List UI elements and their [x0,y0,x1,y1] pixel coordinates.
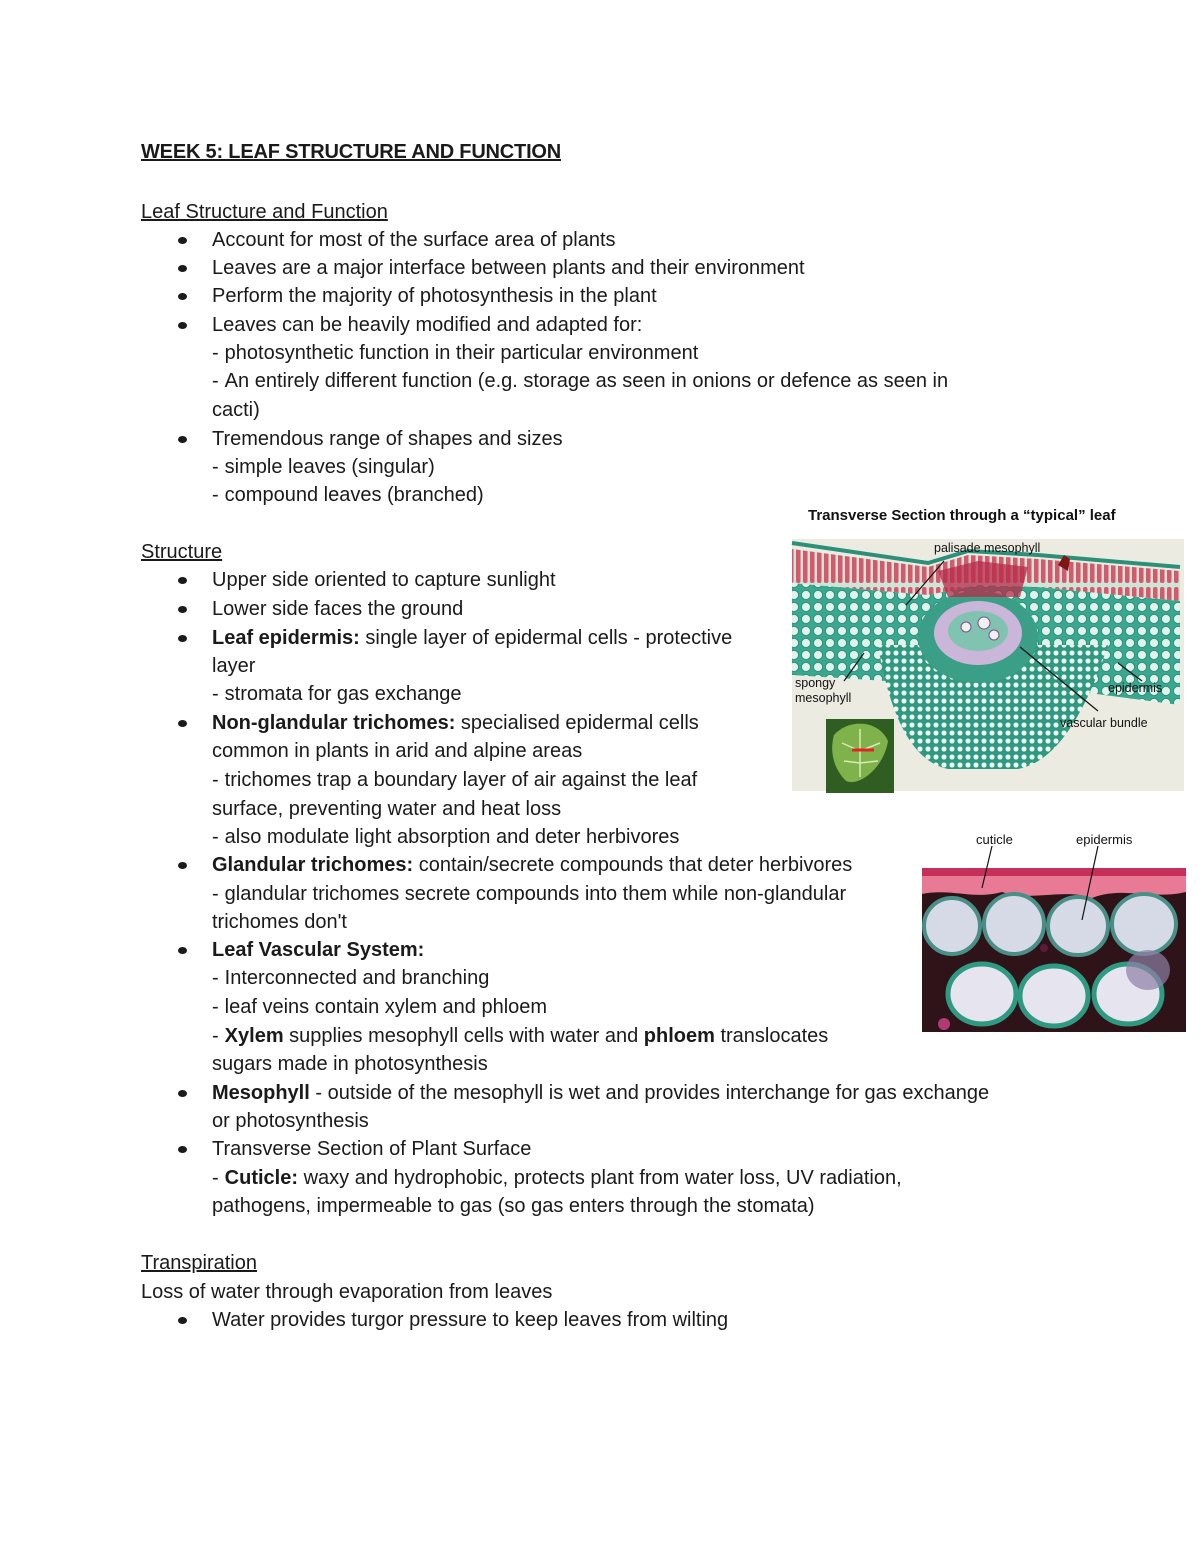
label-vascular-bundle: vascular bundle [1060,716,1148,730]
label-epidermis: epidermis [1108,681,1163,695]
sub-item [212,481,484,509]
term: Mesophyll [212,1082,310,1104]
sub-item-text: An entirely different function (e.g. storage as seen in onions or defence as seen in [224,370,949,392]
list-item: Transverse Section of Plant Surface [212,1135,531,1163]
section-heading-transpiration: Transpiration [141,1252,257,1274]
list-item: Leaves are a major interface between plants and their environment [212,254,805,282]
list-item [212,936,424,964]
term: Xylem [224,1025,284,1047]
list-item: Leaves can be heavily modified and adapted for: [212,311,642,339]
sub-item-text: simple leaves (singular) [224,456,435,478]
sub-item [212,1164,902,1192]
label-palisade-mesophyll: palisade mesophyll [934,541,1041,555]
dash: - [212,1167,219,1189]
term-definition: - outside of the mesophyll is wet and provides interchange for gas exchange [309,1082,990,1104]
term-definition: specialised epidermal cells [455,712,699,734]
term: Glandular trichomes: [212,854,414,876]
list-item: Perform the majority of photosynthesis in the plant [212,282,657,310]
list-item [212,624,732,652]
sub-item [212,339,698,367]
sub-item-text: leaf veins contain xylem and phloem [224,996,548,1018]
list-item: Tremendous range of shapes and sizes [212,425,563,453]
term: Cuticle: [224,1167,299,1189]
section-heading-structure: Structure [141,541,223,563]
list-item-continuation: common in plants in arid and alpine areas [212,740,583,762]
sub-item-continuation: surface, preventing water and heat loss [212,798,562,820]
sub-item [212,453,435,481]
leaf-section-figure [788,505,1184,795]
term-definition: contain/secrete compounds that deter herbivores [413,854,853,876]
term: Leaf Vascular System: [212,939,425,961]
sub-item-text: compound leaves (branched) [224,484,484,506]
sub-item [212,367,948,395]
list-item-continuation: or photosynthesis [212,1110,369,1132]
dash: - [212,1025,219,1047]
label-mesophyll: mesophyll [795,691,852,705]
sub-item-text: Interconnected and branching [224,967,490,989]
sub-item-text: translocates [714,1025,829,1047]
list-item: Account for most of the surface area of plants [212,226,616,254]
term: phloem [643,1025,715,1047]
list-item: Lower side faces the ground [212,595,463,623]
figure-title: Transverse Section through a “typical” leaf [808,507,1116,524]
sub-item [212,680,461,708]
sub-item-continuation: cacti) [212,399,260,421]
cuticle-micrograph-illustration [922,828,1186,1032]
label-epidermis: epidermis [1076,832,1133,847]
list-item: Water provides turgor pressure to keep leaves from wilting [212,1306,728,1334]
dash: - [212,967,219,989]
cuticle-micrograph-figure [922,828,1186,1032]
dash: - [212,683,219,705]
paragraph: Loss of water through evaporation from leaves [141,1281,553,1303]
list-item [212,1079,989,1107]
sub-item [212,823,679,851]
list-item: Upper side oriented to capture sunlight [212,566,556,594]
dash: - [212,484,219,506]
sub-item [212,766,697,794]
dash: - [212,456,219,478]
dash: - [212,769,219,791]
term: Leaf epidermis: [212,627,360,649]
sub-item-text: waxy and hydrophobic, protects plant from water loss, UV radiation, [298,1167,902,1189]
dash: - [212,826,219,848]
dash: - [212,996,219,1018]
sub-item-text: stromata for gas exchange [224,683,462,705]
sub-item-text: glandular trichomes secrete compounds into them while non-glandular [224,883,847,905]
label-spongy: spongy [795,676,836,690]
sub-item-text: trichomes trap a boundary layer of air against the leaf [224,769,698,791]
sub-item-text: supplies mesophyll cells with water and [283,1025,644,1047]
sub-item [212,993,547,1021]
sub-item-continuation: pathogens, impermeable to gas (so gas enters through the stomata) [212,1195,815,1217]
term: Non-glandular trichomes: [212,712,456,734]
page-title: WEEK 5: LEAF STRUCTURE AND FUNCTION [141,141,562,163]
section-heading-leaf-structure: Leaf Structure and Function [141,201,388,223]
sub-item-continuation: trichomes don't [212,911,347,933]
dash: - [212,883,219,905]
label-cuticle: cuticle [976,832,1013,847]
list-item [212,851,852,879]
sub-item [212,880,846,908]
list-item [212,709,699,737]
sub-item-text: photosynthetic function in their particular environment [224,342,699,364]
dash: - [212,342,219,364]
dash: - [212,370,219,392]
sub-item [212,1022,828,1050]
list-item-continuation: layer [212,655,256,677]
term-definition: single layer of epidermal cells - protective [359,627,733,649]
sub-item-text: also modulate light absorption and deter herbivores [224,826,680,848]
sub-item-continuation: sugars made in photosynthesis [212,1053,488,1075]
sub-item [212,964,489,992]
